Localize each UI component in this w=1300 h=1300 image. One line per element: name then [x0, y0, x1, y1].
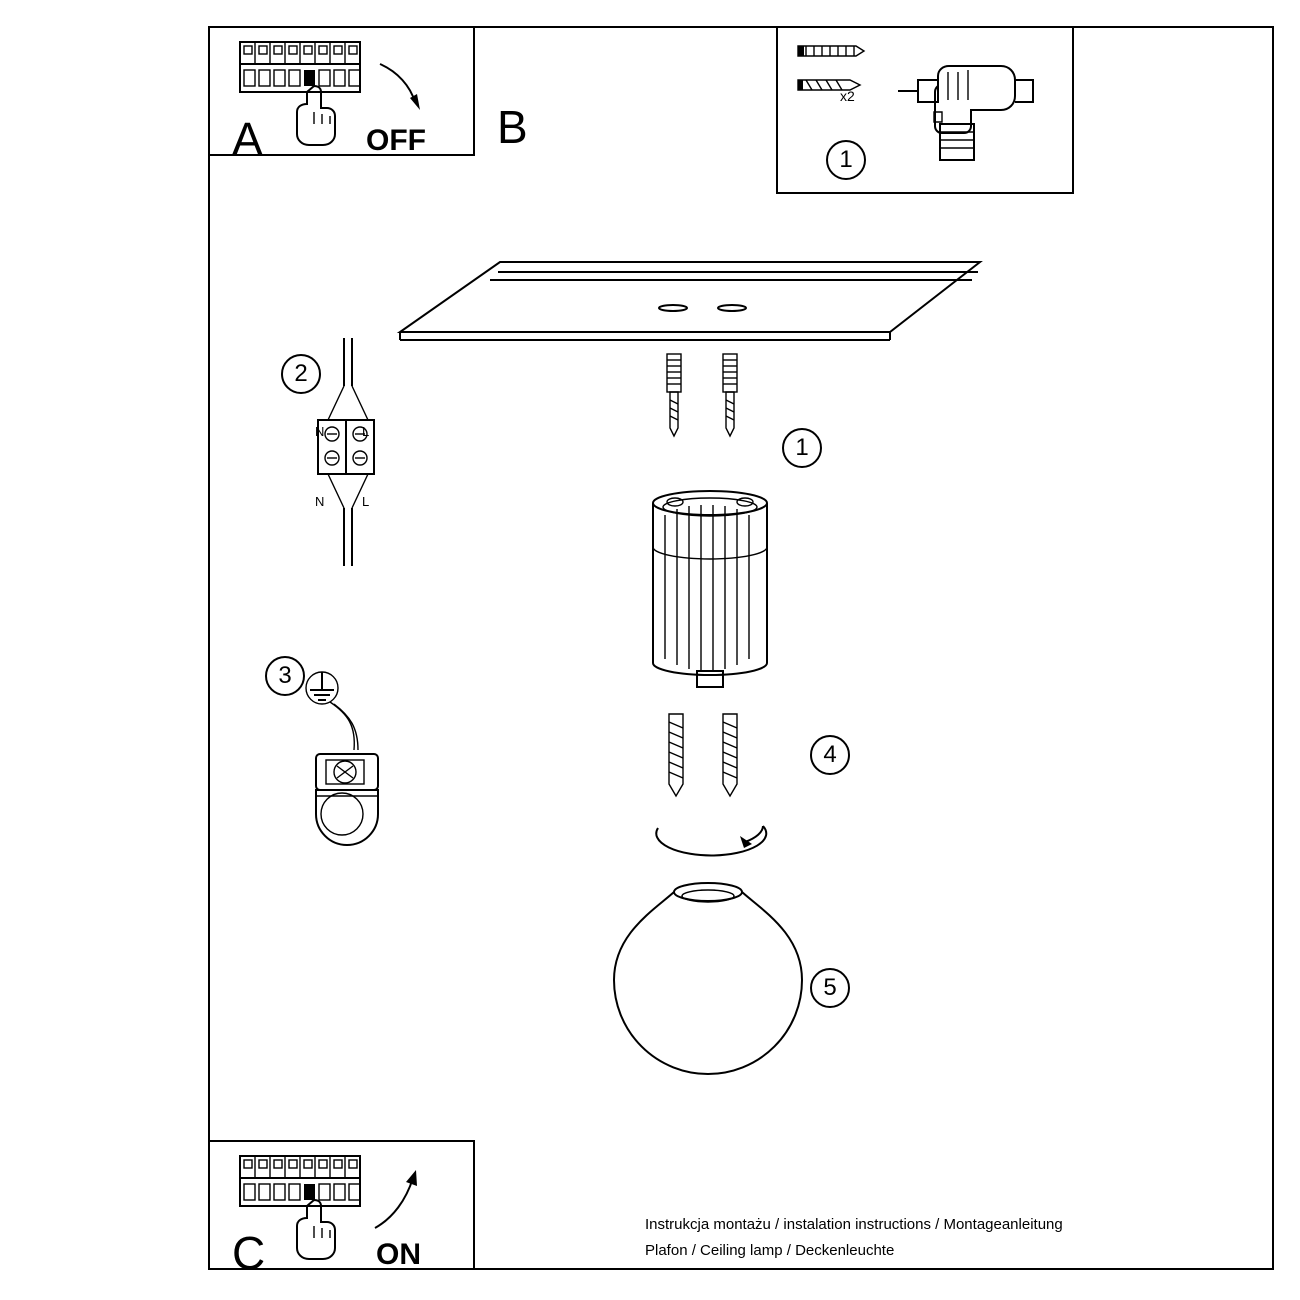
parts-quantity-label: x2 — [840, 88, 855, 104]
rotation-arrow-graphic — [648, 800, 778, 860]
screw-lower-right-icon — [723, 714, 737, 796]
parts-step-number: 1 — [826, 140, 866, 180]
hand-icon — [297, 1200, 335, 1259]
footer-text-block — [645, 1212, 1063, 1264]
terminal-label-n-top: N — [315, 424, 325, 439]
ceiling-screws-graphic — [650, 352, 770, 452]
step-circle-2: 2 — [281, 354, 321, 394]
fuse-box-icon — [240, 1156, 360, 1206]
lamp-body-graphic — [645, 485, 775, 700]
glass-globe-graphic — [598, 870, 818, 1080]
power-drill-icon — [898, 66, 1033, 160]
screw-left-icon — [667, 354, 681, 436]
panel-parts-graphic — [778, 28, 1072, 192]
panel-a-action-label: OFF — [366, 124, 426, 157]
panel-b-letter: B — [497, 101, 528, 153]
step-circle-5: 5 — [810, 968, 850, 1008]
panel-c — [208, 1140, 475, 1279]
footer-line-1: Instrukcja montażu / instalation instructions / Montageanleitung — [645, 1216, 1063, 1233]
step-circle-3: 3 — [265, 656, 305, 696]
lower-screws-graphic — [650, 712, 770, 802]
panel-c-action-label: ON — [376, 1238, 421, 1271]
terminal-label-n-bottom: N — [315, 494, 325, 509]
terminal-label-l-top: L — [362, 424, 370, 439]
panel-a-letter: A — [232, 113, 263, 165]
earth-connection-graphic — [300, 662, 410, 862]
terminal-label-l-bottom: L — [362, 494, 370, 509]
ceiling-plate-graphic — [390, 250, 990, 360]
panel-parts — [776, 26, 1074, 194]
panel-c-letter: C — [232, 1227, 266, 1279]
arrow-down-icon — [380, 64, 420, 110]
earth-symbol-icon — [306, 672, 338, 704]
panel-a — [208, 26, 475, 165]
hand-icon — [297, 86, 335, 145]
step-circle-4: 4 — [810, 735, 850, 775]
step-circle-1: 1 — [782, 428, 822, 468]
screw-right-icon — [723, 354, 737, 436]
screw-lower-left-icon — [669, 714, 683, 796]
fuse-box-icon — [240, 42, 360, 92]
footer-line-2: Plafon / Ceiling lamp / Deckenleuchte — [645, 1242, 895, 1259]
wall-plug-icon — [798, 46, 864, 56]
terminal-block-graphic — [300, 336, 430, 576]
arrow-up-icon — [375, 1170, 417, 1228]
